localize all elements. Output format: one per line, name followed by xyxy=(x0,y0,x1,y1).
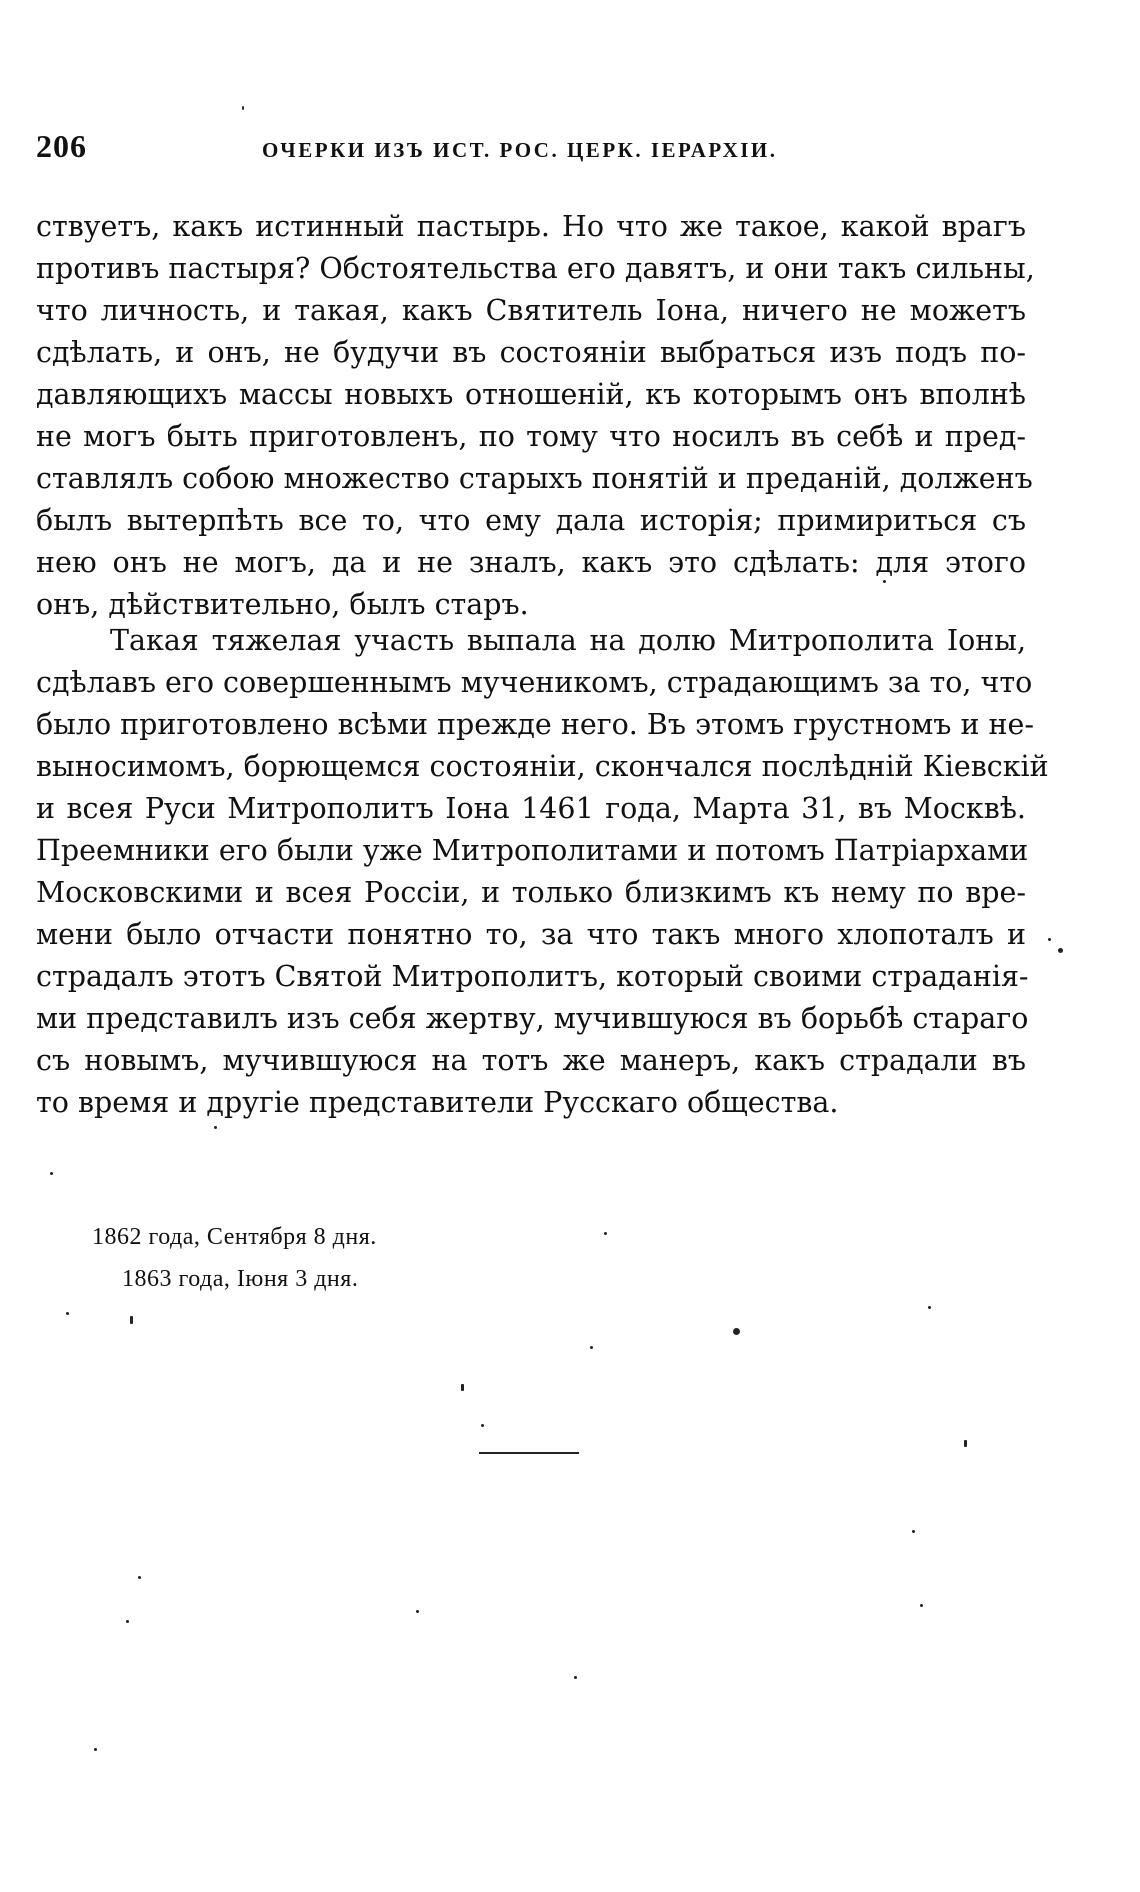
text-line: сдѣлать, и онъ, не будучи въ состояніи выбраться изъ подъ по- xyxy=(36,336,1026,369)
scan-speck xyxy=(416,1610,419,1613)
scan-speck xyxy=(481,1424,484,1427)
closing-rule xyxy=(479,1452,579,1454)
scan-speck xyxy=(242,106,244,110)
text-line: Преемники его были уже Митрополитами и потомъ Патріархами xyxy=(36,834,1029,867)
paragraph-1 xyxy=(36,206,1035,626)
scan-speck xyxy=(920,1604,923,1607)
scan-speck xyxy=(912,1530,915,1533)
scan-speck xyxy=(126,1620,129,1623)
text-line: былъ вытерпѣть все то, что ему дала исторія; примириться съ xyxy=(36,504,1026,537)
scan-speck xyxy=(66,1312,69,1315)
scan-speck xyxy=(883,580,886,583)
scan-speck xyxy=(964,1440,967,1447)
scan-speck xyxy=(928,1306,931,1309)
paragraph-2 xyxy=(36,620,1049,1124)
scan-speck xyxy=(733,1328,740,1335)
scan-speck xyxy=(138,1576,141,1579)
text-line: ми представилъ изъ себя жертву, мучившуюся въ борьбѣ стараго xyxy=(36,1002,1029,1035)
date-line-2: 1863 года, Іюня 3 дня. xyxy=(122,1266,359,1292)
text-line: давляющихъ массы новыхъ отношеній, къ которымъ онъ вполнѣ xyxy=(36,378,1026,411)
text-line: съ новымъ, мучившуюся на тотъ же манеръ, какъ страдали въ xyxy=(36,1044,1026,1077)
text-line: Такая тяжелая участь выпала на долю Митрополита Іоны, xyxy=(110,624,1026,657)
scan-speck xyxy=(50,1172,53,1175)
scan-speck xyxy=(1048,938,1051,941)
scan-speck xyxy=(574,1676,577,1679)
text-line: мени было отчасти понятно то, за что такъ много хлопоталъ и xyxy=(36,918,1026,951)
text-line: ставлялъ собою множество старыхъ понятій и преданій, долженъ xyxy=(36,462,1033,495)
scan-speck xyxy=(130,1316,133,1324)
text-line: сдѣлавъ его совершеннымъ мученикомъ, страдающимъ за то, что xyxy=(36,666,1033,699)
scan-speck xyxy=(214,1126,217,1129)
text-line: страдалъ этотъ Святой Митрополитъ, который своими страданія- xyxy=(36,960,1029,993)
text-line: ствуетъ, какъ истинный пастырь. Но что же такое, какой врагъ xyxy=(36,210,1026,243)
text-line: выносимомъ, борющемся состояніи, скончался послѣдній Кіевскій xyxy=(36,750,1049,783)
text-line: и всея Руси Митрополитъ Іона 1461 года, Марта 31, въ Москвѣ. xyxy=(36,792,1026,825)
date-line-1: 1862 года, Сентября 8 дня. xyxy=(92,1224,377,1250)
scan-speck xyxy=(604,1232,607,1235)
text-line: противъ пастыря? Обстоятельства его давятъ, и они такъ сильны, xyxy=(36,252,1035,285)
text-line: что личность, и такая, какъ Святитель Іона, ничего не можетъ xyxy=(36,294,1026,327)
text-line: нею онъ не могъ, да и не зналъ, какъ это сдѣлать: для этого xyxy=(36,546,1026,579)
page-number: 206 xyxy=(36,128,87,164)
scan-speck xyxy=(590,1346,593,1349)
scan-speck xyxy=(461,1384,464,1391)
scan-speck xyxy=(1058,948,1063,953)
text-line: не могъ быть приготовленъ, по тому что носилъ въ себѣ и пред- xyxy=(36,420,1026,453)
text-line: Московскими и всея Россіи, и только близкимъ къ нему по вре- xyxy=(36,876,1026,909)
scan-speck xyxy=(94,1748,97,1751)
running-title: ОЧЕРКИ ИЗЪ ИСТ. РОС. ЦЕРК. ІЕРАРХІИ. xyxy=(262,138,778,162)
text-line: то время и другіе представители Русскаго общества. xyxy=(36,1086,839,1119)
text-line: было приготовлено всѣми прежде него. Въ этомъ грустномъ и не- xyxy=(36,708,1035,741)
text-line: онъ, дѣйствительно, былъ старъ. xyxy=(36,588,529,621)
